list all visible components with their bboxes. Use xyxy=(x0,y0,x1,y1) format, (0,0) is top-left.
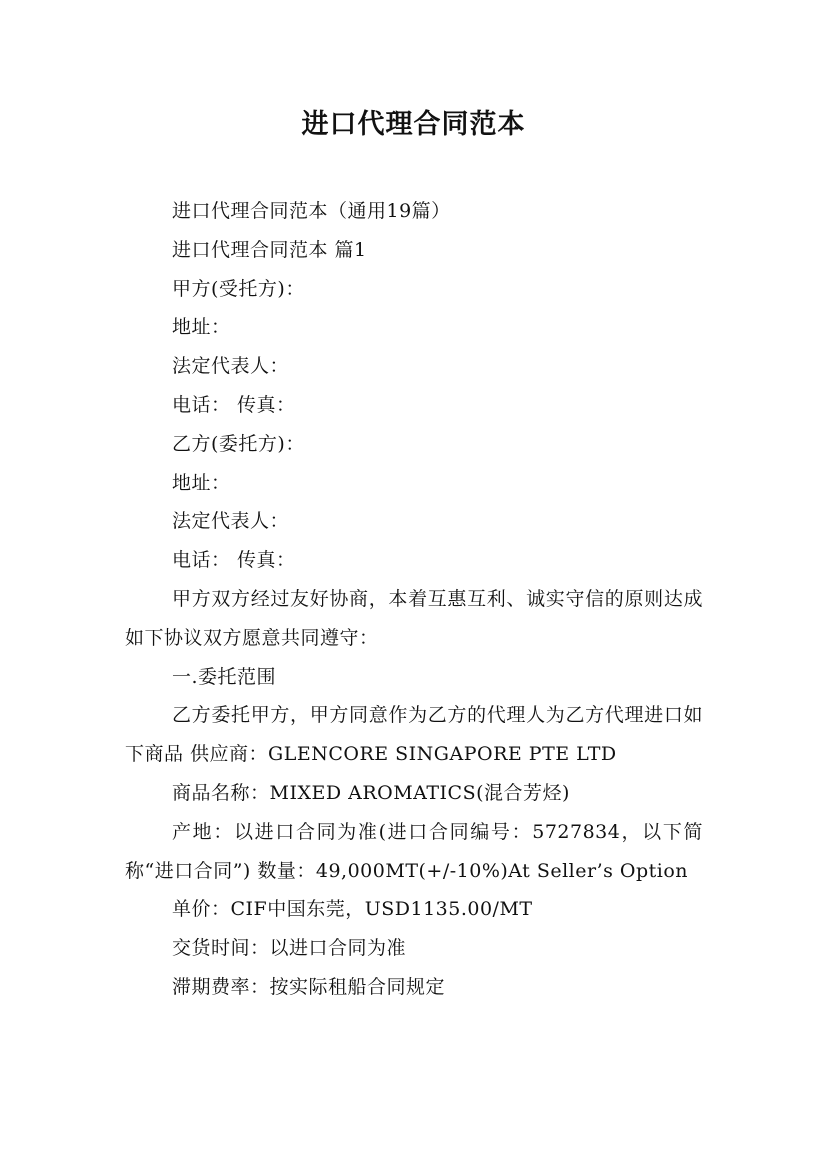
paragraph-product-name: 商品名称：MIXED AROMATICS(混合芳烃) xyxy=(172,781,570,804)
paragraph-agreement-intro: 甲方双方经过友好协商，本着互惠互利、诚实守信的原则达成如下协议双方愿意共同遵守： xyxy=(125,587,703,649)
paragraph-heading-general: 进口代理合同范本（通用19篇） xyxy=(172,200,451,222)
paragraph-party-a: 甲方(受托方)： xyxy=(172,277,305,300)
paragraph-party-a-representative: 法定代表人： xyxy=(172,355,290,378)
paragraph-delivery-time: 交货时间：以进口合同为准 xyxy=(172,937,407,960)
paragraph-party-a-address: 地址： xyxy=(172,316,231,339)
paragraph-party-b-address: 地址： xyxy=(172,471,231,494)
paragraph-unit-price: 单价：CIF中国东莞，USD1135.00/MT xyxy=(172,898,533,921)
paragraph-demurrage-rate: 滞期费率：按实际租船合同规定 xyxy=(172,975,446,998)
paragraph-party-b-phone-fax: 电话： 传真： xyxy=(172,549,296,572)
paragraph-heading-part1: 进口代理合同范本 篇1 xyxy=(172,238,367,261)
paragraph-scope-detail: 乙方委托甲方，甲方同意作为乙方的代理人为乙方代理进口如下商品 供应商：GLENCORE SINGAPORE PTE LTD xyxy=(125,704,703,766)
document-body xyxy=(125,192,703,1007)
paragraph-party-a-phone-fax: 电话： 传真： xyxy=(172,393,296,416)
document-title: 进口代理合同范本 xyxy=(301,109,526,140)
paragraph-origin-quantity: 产地：以进口合同为准(进口合同编号：5727834，以下简称“进口合同”) 数量：49,000MT(+/-10%)At Seller’s Option xyxy=(125,820,703,882)
paragraph-party-b-representative: 法定代表人： xyxy=(172,510,290,533)
paragraph-party-b: 乙方(委托方)： xyxy=(172,432,305,455)
paragraph-section-scope: 一.委托范围 xyxy=(172,665,277,688)
